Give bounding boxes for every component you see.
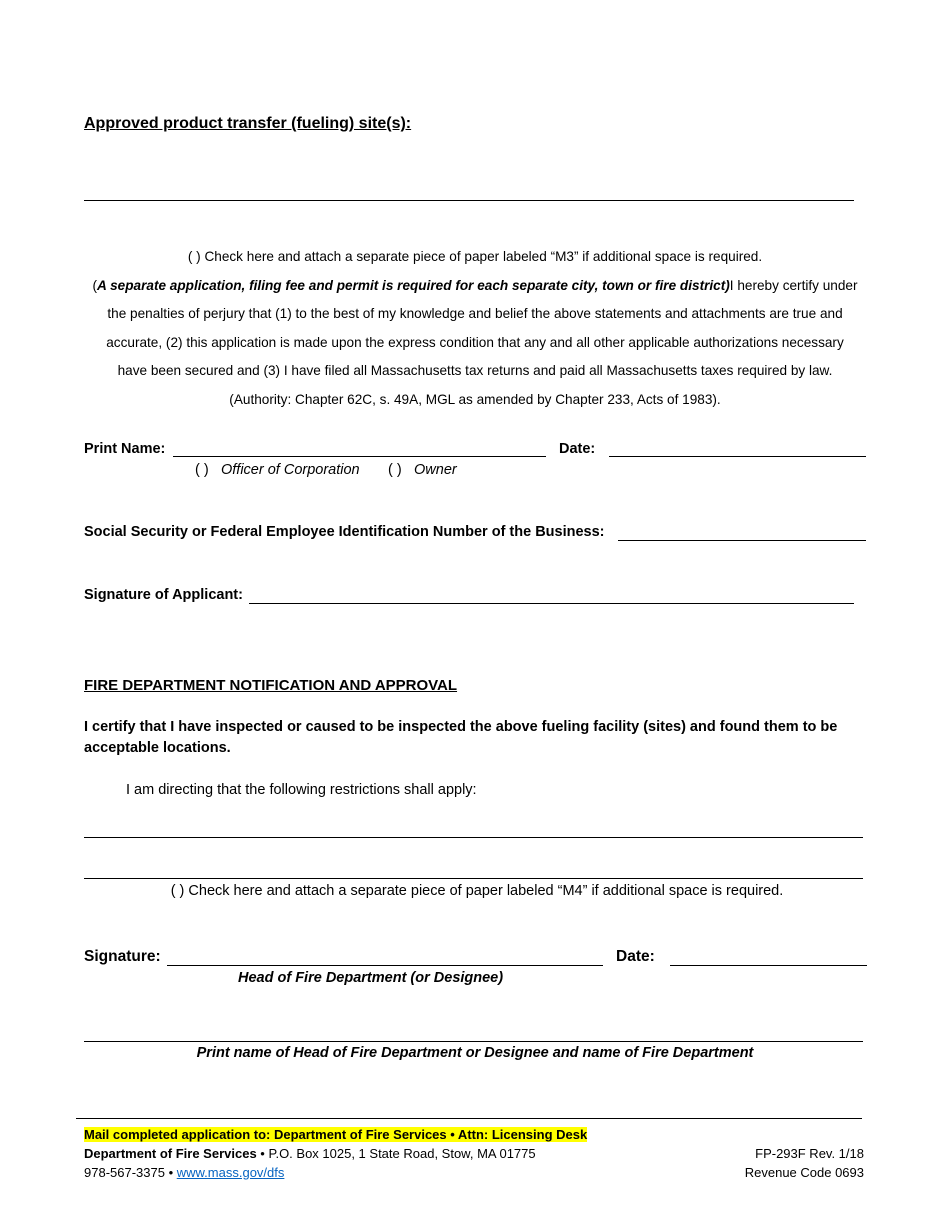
footer-divider: [76, 1118, 862, 1119]
dept-name: Department of Fire Services: [84, 1146, 257, 1161]
footer-address: Department of Fire Services • P.O. Box 1025, 1 State Road, Stow, MA 01775: [84, 1146, 536, 1161]
fire-dept-certify-line-2: acceptable locations.: [84, 740, 231, 756]
m3-check-line[interactable]: ( ) Check here and attach a separate piece of paper labeled “M3” if additional space is required.: [187, 249, 763, 264]
print-head-name-caption: Print name of Head of Fire Department or Designee and name of Fire Department: [196, 1045, 754, 1061]
certify-line-4: have been secured and (3) I have filed all Massachusetts tax returns and paid all Massachusetts taxes required by law.: [117, 363, 833, 378]
print-head-name-field[interactable]: [84, 1041, 863, 1042]
dfs-website-link[interactable]: www.mass.gov/dfs: [176, 1165, 285, 1180]
applicant-signature-field[interactable]: [249, 603, 854, 604]
footer-contact: 978-567-3375 • www.mass.gov/dfs: [84, 1165, 285, 1180]
certify-line-2: the penalties of perjury that (1) to the best of my knowledge and belief the above statements and attachments are true and: [107, 306, 843, 321]
head-of-fire-dept-caption: Head of Fire Department (or Designee): [238, 970, 504, 986]
officer-checkbox[interactable]: ( ): [195, 462, 209, 478]
restriction-line-2[interactable]: [84, 878, 863, 879]
fire-dept-date-field[interactable]: [670, 965, 867, 966]
date-field[interactable]: [609, 456, 866, 457]
print-name-field[interactable]: [173, 456, 546, 457]
certification-paragraph: [84, 243, 866, 414]
m4-check-line[interactable]: ( ) Check here and attach a separate piece of paper labeled “M4” if additional space is required.: [170, 883, 784, 899]
revenue-code: Revenue Code 0693: [744, 1165, 864, 1180]
directing-text: I am directing that the following restrictions shall apply:: [126, 782, 477, 798]
form-id: FP-293F Rev. 1/18: [755, 1146, 864, 1161]
certify-line-1: (A separate application, filing fee and permit is required for each separate city, town or fire district)I hereby certify under: [92, 277, 858, 293]
restriction-line-1[interactable]: [84, 837, 863, 838]
owner-label: Owner: [414, 462, 457, 478]
ssn-fein-label: Social Security or Federal Employee Identification Number of the Business:: [84, 524, 605, 540]
section-heading: Approved product transfer (fueling) site(s):: [84, 115, 412, 132]
fueling-site-line[interactable]: [84, 200, 854, 201]
print-name-label: Print Name:: [84, 441, 166, 457]
fire-dept-signature-label: Signature:: [84, 948, 161, 965]
owner-checkbox[interactable]: ( ): [388, 462, 402, 478]
fire-dept-certify-line-1: I certify that I have inspected or caused to be inspected the above fueling facility (sites) and found them to be: [84, 719, 838, 735]
mail-instruction: Mail completed application to: Department of Fire Services • Attn: Licensing Desk: [84, 1127, 588, 1142]
fire-dept-title: FIRE DEPARTMENT NOTIFICATION AND APPROVAL: [84, 677, 458, 694]
ssn-fein-field[interactable]: [618, 540, 866, 541]
separate-application-note: A separate application, filing fee and permit is required for each separate city, town or fire district): [97, 277, 730, 293]
applicant-signature-label: Signature of Applicant:: [84, 587, 243, 603]
officer-label: Officer of Corporation: [221, 462, 360, 478]
date-label: Date:: [559, 441, 596, 457]
authority-line: (Authority: Chapter 62C, s. 49A, MGL as amended by Chapter 233, Acts of 1983).: [229, 391, 721, 407]
fire-dept-signature-field[interactable]: [167, 965, 603, 966]
certify-line-3: accurate, (2) this application is made upon the express condition that any and all other applicable authorizations necessary: [106, 334, 844, 350]
fire-dept-date-label: Date:: [616, 948, 655, 965]
